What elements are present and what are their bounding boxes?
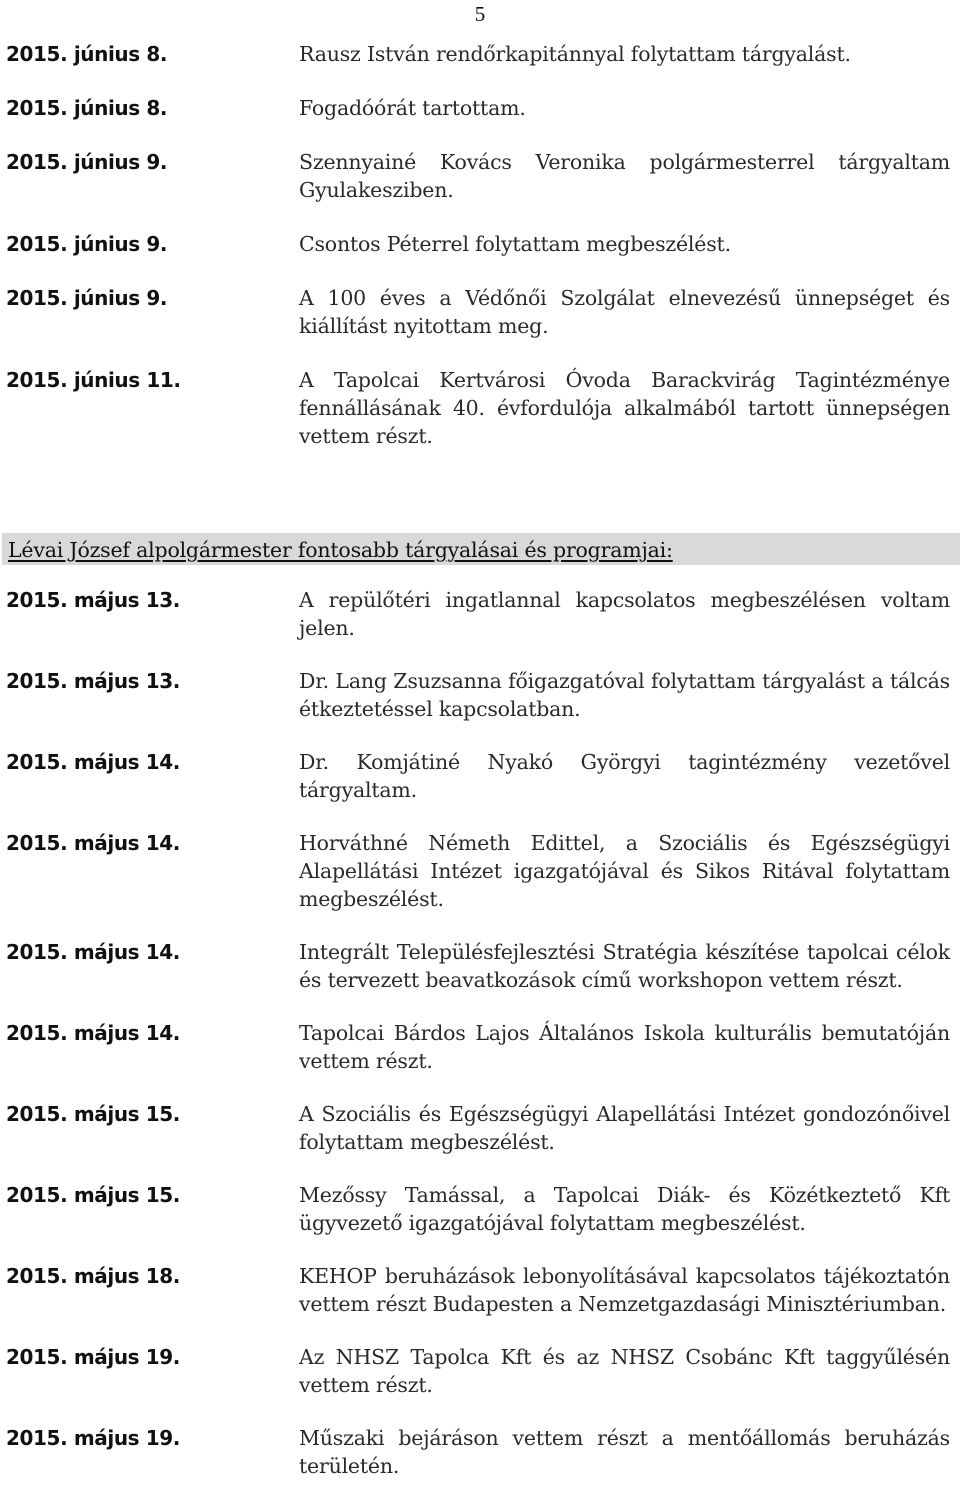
- list-item: [0, 284, 960, 340]
- entry-text: A repülőtéri ingatlannal kapcsolatos megbeszélésen voltam jelen.: [299, 588, 950, 640]
- entry-text: Horváthné Németh Edittel, a Szociális és Egészségügyi Alapellátási Intézet igazgatójával és Sikos Ritával folytattam megbeszélést.: [299, 831, 950, 911]
- entry-text: Csontos Péterrel folytattam megbeszélést.: [299, 232, 731, 256]
- list-item: [0, 1343, 960, 1399]
- entry-date: 2015. május 18.: [6, 1264, 180, 1288]
- entry-text: A 100 éves a Védőnői Szolgálat elnevezésű ünnepséget és kiállítást nyitottam meg.: [299, 286, 950, 338]
- entry-date: 2015. június 9.: [6, 286, 168, 310]
- entry-text: KEHOP beruházások lebonyolításával kapcsolatos tájékoztatón vettem részt Budapesten a Nemzetgazdasági Minisztériumban.: [299, 1264, 950, 1316]
- entry-text: Rausz István rendőrkapitánnyal folytattam tárgyalást.: [299, 42, 851, 66]
- list-item: [0, 40, 960, 68]
- entry-text: Az NHSZ Tapolca Kft és az NHSZ Csobánc Kft taggyűlésén vettem részt.: [299, 1345, 950, 1397]
- deputy-mayor-activity-list: [0, 586, 960, 1505]
- entry-date: 2015. június 9.: [6, 150, 168, 174]
- entry-date: 2015. május 13.: [6, 588, 180, 612]
- list-item: [0, 1100, 960, 1156]
- entry-text: A Szociális és Egészségügyi Alapellátási Intézet gondozónőivel folytattam megbeszélést.: [299, 1102, 950, 1154]
- list-item: [0, 230, 960, 258]
- entry-text: A Tapolcai Kertvárosi Óvoda Barackvirág Tagintézménye fennállásának 40. évfordulója alkalmából tartott ünnepségen vettem részt.: [299, 368, 950, 448]
- entry-text: Dr. Komjátiné Nyakó Györgyi tagintézmény vezetővel tárgyaltam.: [299, 750, 950, 802]
- entry-date: 2015. május 14.: [6, 750, 180, 774]
- list-item: [0, 1181, 960, 1237]
- list-item: [0, 366, 960, 450]
- entry-date: 2015. május 15.: [6, 1102, 180, 1126]
- entry-text: Integrált Településfejlesztési Stratégia készítése tapolcai célok és tervezett beavatkozások című workshopon vettem részt.: [299, 940, 950, 992]
- list-item: [0, 586, 960, 642]
- list-item: [0, 1262, 960, 1318]
- entry-date: 2015. május 14.: [6, 1021, 180, 1045]
- entry-date: 2015. május 19.: [6, 1426, 180, 1450]
- entry-date: 2015. május 14.: [6, 940, 180, 964]
- list-item: [0, 1019, 960, 1075]
- list-item: [0, 148, 960, 204]
- entry-date: 2015. május 15.: [6, 1183, 180, 1207]
- list-item: [0, 829, 960, 913]
- entry-text: Műszaki bejáráson vettem részt a mentőállomás beruházás területén.: [299, 1426, 950, 1478]
- entry-date: 2015. május 19.: [6, 1345, 180, 1369]
- section-heading: Lévai József alpolgármester fontosabb tárgyalásai és programjai:: [8, 538, 673, 562]
- mayor-activity-list: [0, 40, 960, 476]
- entry-text: Szennyainé Kovács Veronika polgármesterrel tárgyaltam Gyulakesziben.: [299, 150, 950, 202]
- entry-text: Fogadóórát tartottam.: [299, 96, 526, 120]
- entry-date: 2015. május 13.: [6, 669, 180, 693]
- page-number: 5: [474, 2, 486, 26]
- entry-date: 2015. május 14.: [6, 831, 180, 855]
- entry-text: Mezőssy Tamással, a Tapolcai Diák- és Közétkeztető Kft ügyvezető igazgatójával folytattam megbeszélést.: [299, 1183, 950, 1235]
- entry-date: 2015. június 8.: [6, 96, 168, 120]
- entry-date: 2015. június 8.: [6, 42, 168, 66]
- entry-date: 2015. június 9.: [6, 232, 168, 256]
- list-item: [0, 94, 960, 122]
- list-item: [0, 748, 960, 804]
- section-heading-bar: [2, 533, 960, 565]
- entry-text: Tapolcai Bárdos Lajos Általános Iskola kulturális bemutatóján vettem részt.: [299, 1021, 950, 1073]
- list-item: [0, 667, 960, 723]
- entry-date: 2015. június 11.: [6, 368, 181, 392]
- entry-text: Dr. Lang Zsuzsanna főigazgatóval folytattam tárgyalást a tálcás étkeztetéssel kapcsolatban.: [299, 669, 950, 721]
- list-item: [0, 938, 960, 994]
- list-item: [0, 1424, 960, 1480]
